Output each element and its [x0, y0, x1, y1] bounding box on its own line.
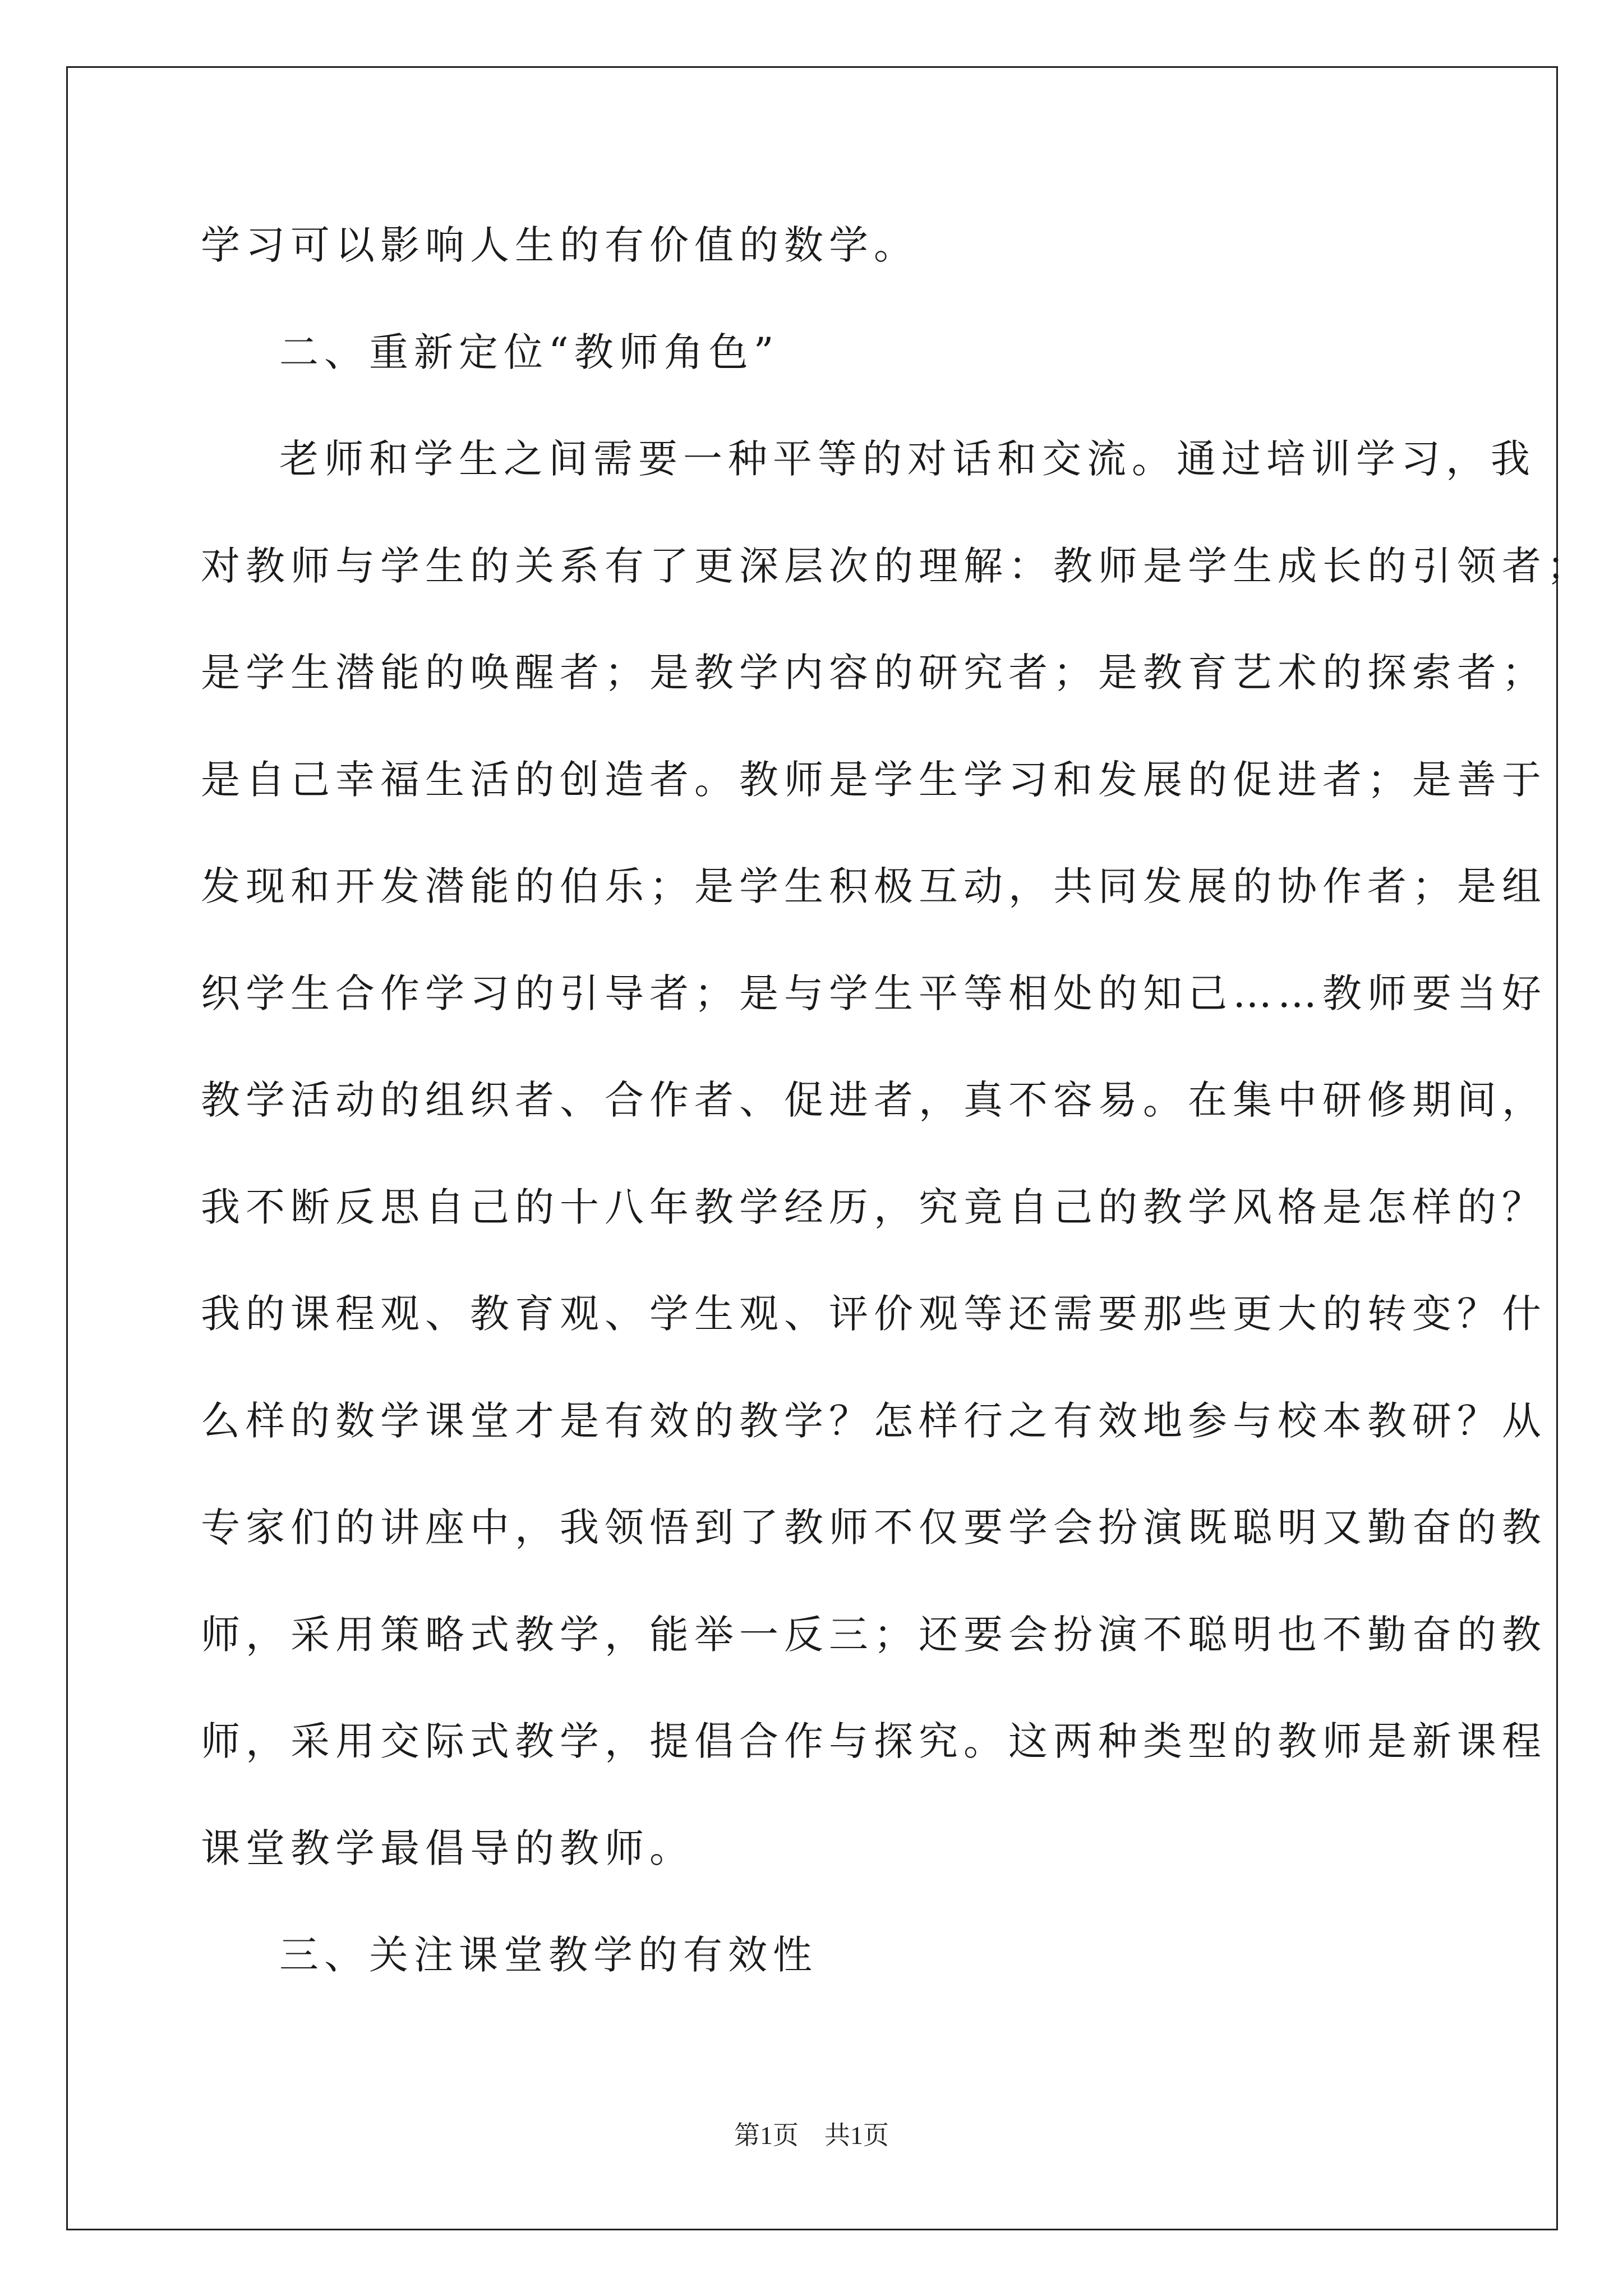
section-heading-classroom-effectiveness: 三、关注课堂教学的有效性	[279, 1932, 818, 1978]
text-line: 老师和学生之间需要一种平等的对话和交流。通过培训学习，我	[279, 436, 1536, 482]
text-line: 我不断反思自己的十八年教学经历，究竟自己的教学风格是怎样的？	[201, 1184, 1547, 1230]
text-line: 我的课程观、教育观、学生观、评价观等还需要那些更大的转变？什	[201, 1291, 1547, 1337]
text-line: 教学活动的组织者、合作者、促进者，真不容易。在集中研修期间，	[201, 1077, 1547, 1123]
text-line: 课堂教学最倡导的教师。	[201, 1825, 694, 1871]
text-line: 学习可以影响人生的有价值的数学。	[201, 222, 919, 268]
text-line: 师，采用交际式教学，提倡合作与探究。这两种类型的教师是新课程	[201, 1718, 1547, 1764]
text-line: 专家们的讲座中，我领悟到了教师不仅要学会扮演既聪明又勤奋的教	[201, 1504, 1547, 1550]
text-line: 师，采用策略式教学，能举一反三；还要会扮演不聪明也不勤奋的教	[201, 1611, 1547, 1658]
text-line: 对教师与学生的关系有了更深层次的理解：教师是学生成长的引领者；	[201, 542, 1592, 589]
text-line: 织学生合作学习的引导者；是与学生平等相处的知己……教师要当好	[201, 970, 1547, 1016]
text-line: 是学生潜能的唤醒者；是教学内容的研究者；是教育艺术的探索者；	[201, 650, 1547, 696]
section-heading-teacher-role: 二、重新定位“教师角色”	[279, 329, 780, 375]
text-line: 么样的数学课堂才是有效的教学？怎样行之有效地参与校本教研？从	[201, 1397, 1547, 1444]
text-line: 发现和开发潜能的伯乐；是学生积极互动，共同发展的协作者；是组	[201, 863, 1547, 909]
page-number-footer: 第1页 共1页	[734, 2121, 889, 2150]
document-body	[201, 220, 1592, 2037]
text-line: 是自己幸福生活的创造者。教师是学生学习和发展的促进者；是善于	[201, 756, 1547, 803]
